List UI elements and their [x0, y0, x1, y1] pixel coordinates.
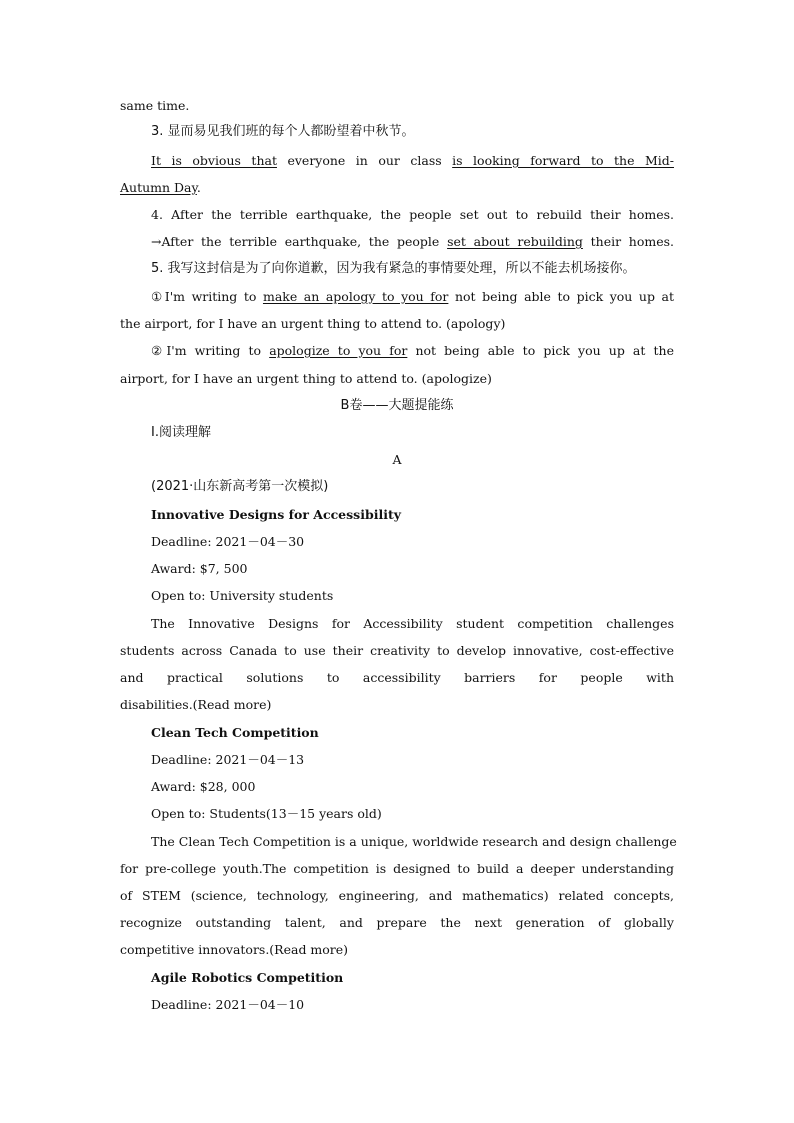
answer-blank: make an apology to you for: [262, 289, 449, 304]
competition-title: [151, 970, 674, 986]
answer-blank: Autumn Day: [120, 180, 197, 195]
answer-text: their homes.: [582, 234, 675, 249]
answer-blank: set about rebuilding: [447, 234, 583, 249]
eligibility-text: Open to: University students: [151, 588, 334, 603]
answer-text: everyone in our class: [276, 153, 453, 168]
paragraph-line: [120, 915, 674, 931]
paragraph-line: [151, 834, 677, 850]
competition-name: Innovative Designs for Accessibility: [151, 507, 401, 522]
answer-text: ②I'm writing to: [151, 343, 270, 358]
paragraph-line: [120, 670, 674, 686]
passage-label: [120, 452, 674, 468]
paragraph-text: competitive innovators.(Read more): [120, 942, 349, 957]
answer-text: not being able to pick you up at: [448, 289, 674, 304]
answer-blank: apologize to you for: [269, 343, 408, 358]
exercise-item-5-answer-2: [151, 343, 674, 359]
answer-text: airport, for I have an urgent thing to attend to. (apologize): [120, 371, 492, 386]
competition-title: [151, 507, 674, 523]
section-heading: [120, 398, 674, 414]
paragraph-line: [120, 888, 674, 904]
exercise-item-5-answer-1-cont: [120, 316, 674, 332]
paragraph-text: of STEM (science, technology, engineering, and mathematics) related concepts,: [120, 888, 674, 903]
competition-award: [151, 561, 674, 577]
paragraph-text: disabilities.(Read more): [120, 697, 272, 712]
text-line-content: same time.: [120, 98, 190, 113]
exercise-item-4-prompt: [151, 207, 674, 223]
passage-letter: A: [392, 452, 402, 467]
english-prompt: 4. After the terrible earthquake, the people set out to rebuild their homes.: [151, 207, 674, 222]
exercise-item-3-answer: [151, 153, 674, 169]
paragraph-text: and practical solutions to accessibility barriers for people with: [120, 670, 674, 685]
exercise-item-3-answer-cont: [120, 180, 674, 196]
chinese-prompt: 3. 显而易见我们班的每个人都盼望着中秋节。: [151, 124, 415, 139]
text-line: [120, 98, 674, 114]
paragraph-line: [120, 697, 674, 713]
section-title: B卷——大题提能练: [340, 398, 454, 413]
answer-text: ①I'm writing to: [151, 289, 263, 304]
competition-eligibility: [151, 588, 674, 604]
exercise-item-3-prompt: [151, 124, 674, 140]
competition-deadline: [151, 997, 674, 1013]
competition-title: [151, 725, 674, 741]
subsection-heading: [151, 425, 674, 441]
award-text: Award: $28, 000: [151, 779, 256, 794]
chinese-prompt: 5. 我写这封信是为了向你道歉，因为我有紧急的事情要处理，所以不能去机场接你。: [151, 261, 636, 276]
answer-text: →After the terrible earthquake, the people: [151, 234, 448, 249]
answer-blank: is looking forward to the Mid-: [452, 153, 674, 168]
paragraph-text: The Innovative Designs for Accessibility student competition challenges: [151, 616, 674, 631]
award-text: Award: $7, 500: [151, 561, 248, 576]
paragraph-line: [120, 942, 674, 958]
exercise-item-5-answer-2-cont: [120, 371, 674, 387]
subsection-title: Ⅰ.阅读理解: [151, 425, 211, 440]
paragraph-line: [120, 643, 674, 659]
passage-source: [151, 479, 674, 495]
answer-blank: It is obvious that: [151, 153, 277, 168]
eligibility-text: Open to: Students(13－15 years old): [151, 806, 382, 821]
answer-text: .: [196, 180, 201, 195]
competition-deadline: [151, 534, 674, 550]
exercise-item-5-prompt: [151, 261, 674, 277]
paragraph-text: for pre-college youth.The competition is designed to build a deeper understanding: [120, 861, 674, 876]
competition-award: [151, 779, 674, 795]
source-note: (2021·山东新高考第一次模拟): [151, 479, 329, 494]
competition-name: Clean Tech Competition: [151, 725, 319, 740]
deadline-text: Deadline: 2021－04－13: [151, 752, 305, 767]
competition-eligibility: [151, 806, 674, 822]
exercise-item-4-answer: [151, 234, 674, 250]
paragraph-line: [120, 861, 674, 877]
answer-text: not being able to pick you up at the: [407, 343, 674, 358]
competition-name: Agile Robotics Competition: [151, 970, 344, 985]
answer-text: the airport, for I have an urgent thing to attend to. (apology): [120, 316, 506, 331]
paragraph-text: The Clean Tech Competition is a unique, worldwide research and design challenge: [151, 834, 677, 849]
deadline-text: Deadline: 2021－04－30: [151, 534, 305, 549]
paragraph-text: students across Canada to use their creativity to develop innovative, cost-effective: [120, 643, 674, 658]
exercise-item-5-answer-1: [151, 289, 674, 305]
paragraph-text: recognize outstanding talent, and prepare the next generation of globally: [120, 915, 674, 930]
deadline-text: Deadline: 2021－04－10: [151, 997, 305, 1012]
competition-deadline: [151, 752, 674, 768]
paragraph-line: [151, 616, 674, 632]
